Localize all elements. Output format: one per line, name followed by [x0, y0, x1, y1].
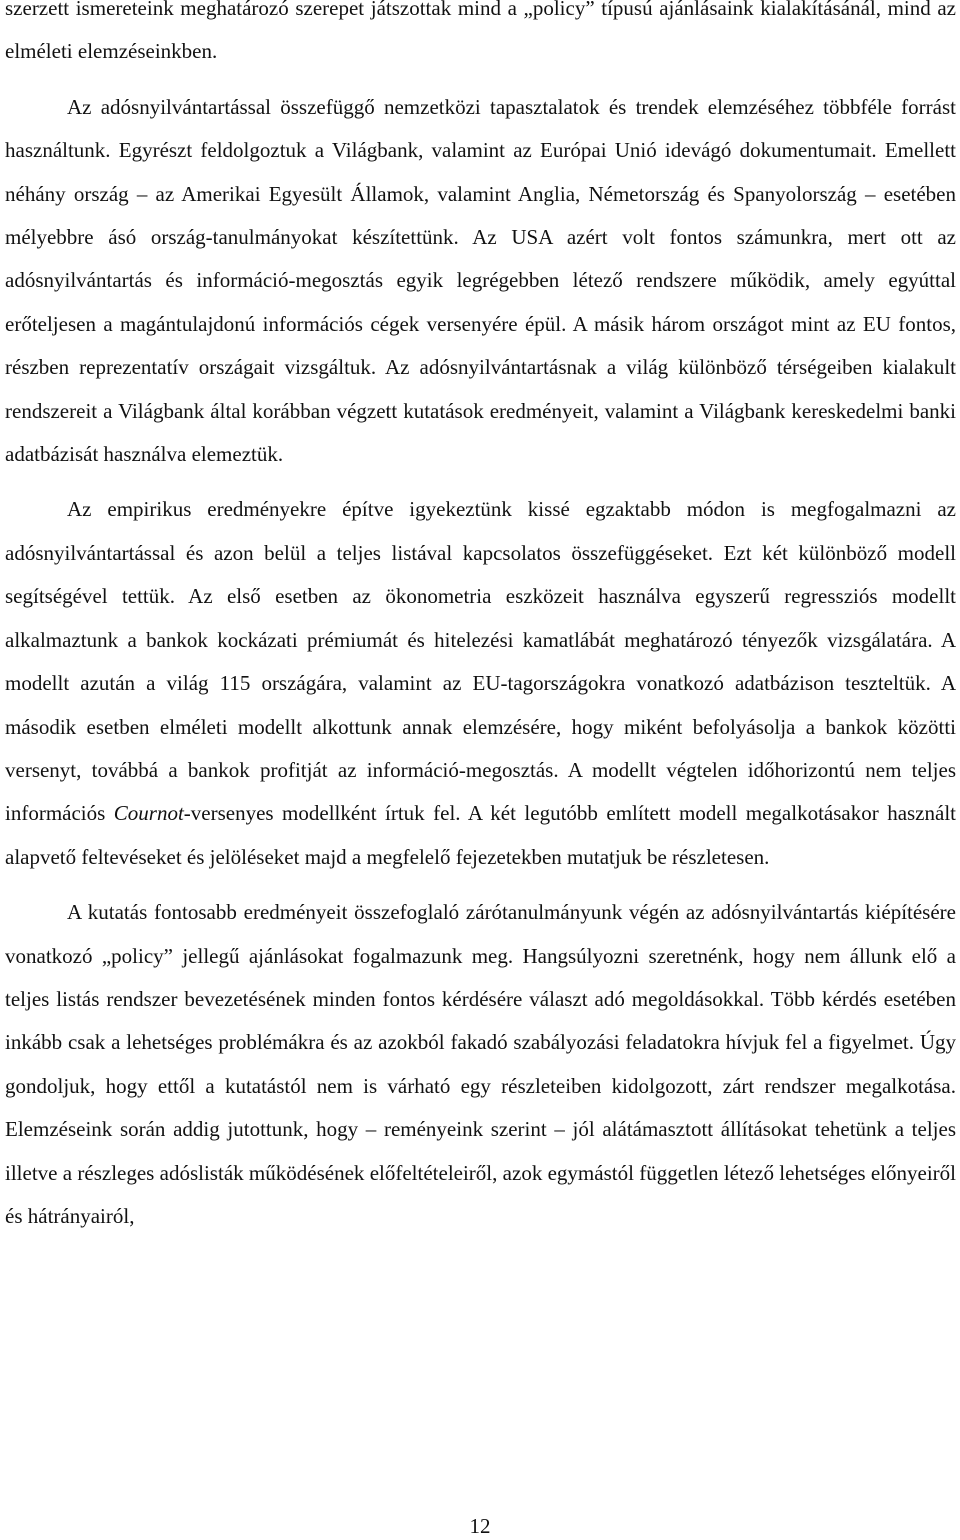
paragraph-policy-recommendations: A kutatás fontosabb eredményeit összefoglaló zárótanulmányunk végén az adósnyilvántartás kiépítésére vonatkozó „policy” jellegű ajánlásokat fogalmazunk meg. Hangsúlyozni szeretnénk, hogy nem állunk elő a teljes listás rendszer bevezetésének minden fontos kérdésére választ adó megoldásokkal. Több kérdés esetében inkább csak a lehetséges problémákra és az azokból fakadó szabályozási feladatokra hívjuk fel a figyelmet. Úgy gondoljuk, hogy ettől a kutatástól nem is várható egy részleteiben kidolgozott, zárt rendszer megalkotása. Elemzéseink során addig jutottunk, hogy – reményeink szerint – jól alátámasztott állításokat tehetünk a teljes illetve a részleges adóslisták működésének előfeltételeiről, azok egymástól független létező lehetséges előnyeiről és hátrányairól, — [5, 900, 956, 1228]
document-page — [5, 0, 956, 1238]
page-number: 12 — [469, 1514, 491, 1538]
paragraph-text-before: Az empirikus eredményekre építve igyekeztünk kissé egzaktabb módon is megfogalmazni az adósnyilvántartással és azon belül a teljes listával kapcsolatos összefüggéseket. Ezt két különböző modell segítségével tettük. Az első esetben az ökonometria eszközeit használva egyszerű regressziós modellt alkalmaztunk a bankok kockázati prémiumát és hitelezési kamatlábát meghatározó tényezők vizsgálatára. A modellt azután a világ 115 országára, valamint az EU-tagországokra vonatkozó adatbázison teszteltük. A második esetben elméleti modellt alkottunk annak elemzésére, hogy miként befolyásolja a bankok közötti versenyt, továbbá a bankok profitját az információ-megosztás. A modellt végtelen időhorizontú nem teljes információs — [5, 497, 956, 826]
paragraph-empirical-models — [5, 488, 956, 879]
paragraph-international-experience: Az adósnyilvántartással összefüggő nemzetközi tapasztalatok és trendek elemzéséhez többféle forrást használtunk. Egyrészt feldolgoztuk a Világbank, valamint az Európai Unió idevágó dokumentumait. Emellett néhány ország – az Amerikai Egyesült Államok, valamint Anglia, Németország és Spanyolország – esetében mélyebbre ásó ország-tanulmányokat készítettünk. Az USA azért volt fontos számunkra, mert ott az adósnyilvántartás és információ-megosztás egyik legrégebben létező rendszere működik, amely egyúttal erőteljesen a magántulajdonú információs cégek versenyére épül. A másik három országot mint az EU fontos, részben reprezentatív országait vizsgáltuk. Az adósnyilvántartásnak a világ különböző térségeiben kialakult rendszereit a Világbank által korábban végzett kutatások eredményeit, valamint a Világbank kereskedelmi banki adatbázisát használva elemeztük. — [5, 94, 956, 467]
paragraph-continuation: szerzett ismereteink meghatározó szerepet játszottak mind a „policy” típusú ajánlásaink kialakításánál, mind az elméleti elemzéseinkben. — [5, 0, 956, 64]
paragraph-text-after: -versenyes modellként írtuk fel. A két legutóbb említett modell megalkotásakor használt alapvető feltevéseket és jelöléseket majd a megfelelő fejezetekben mutatjuk be részletesen. — [5, 801, 956, 869]
emphasis-cournot: Cournot — [113, 801, 184, 826]
